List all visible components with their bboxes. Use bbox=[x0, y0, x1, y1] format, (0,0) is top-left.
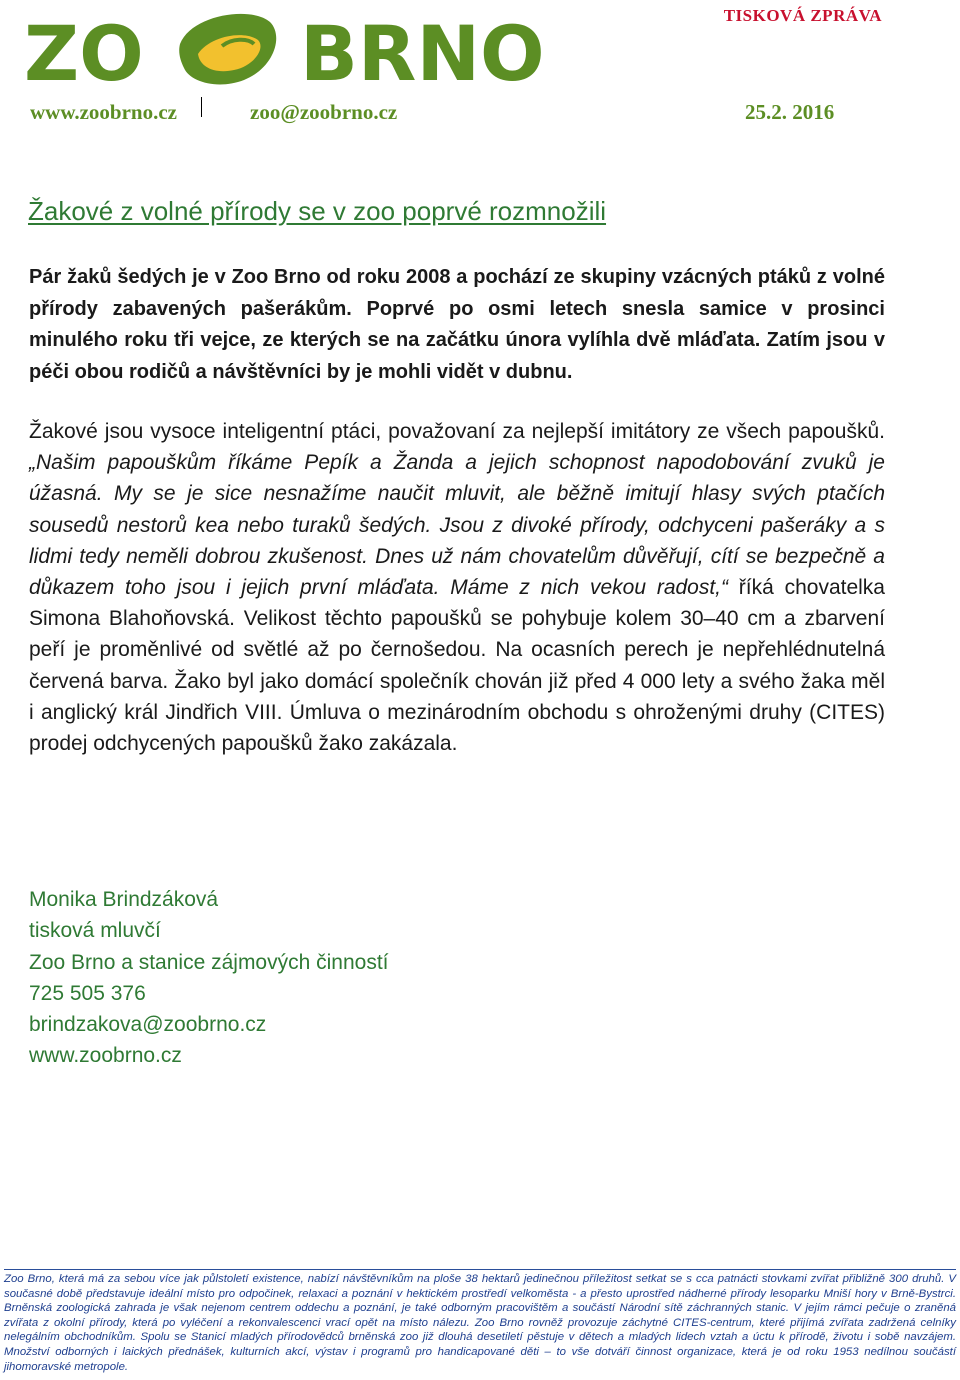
article-headline: Žakové z volné přírody se v zoo poprvé rozmnožili bbox=[28, 196, 607, 226]
contact-organization: Zoo Brno a stanice zájmových činností bbox=[29, 950, 389, 974]
header-separator bbox=[201, 97, 202, 117]
footer-divider bbox=[4, 1269, 956, 1270]
body-paragraph bbox=[29, 416, 885, 759]
logo-text-zo: ZO bbox=[24, 9, 144, 88]
contact-role: tisková mluvčí bbox=[29, 919, 161, 943]
website-link[interactable]: www.zoobrno.cz bbox=[30, 100, 177, 124]
contact-email[interactable]: brindzakova@zoobrno.cz bbox=[29, 1013, 267, 1037]
body-quote: „Našim papouškům říkáme Pepík a Žanda a jejich schopnost napodobování zvuků je úžasná. My se je sice nesnažíme naučit mluvit, ale běžně imitují hlasy svých ptačích sousedů nestorů kea nebo turaků šedých. Jsou z divoké přírody, odchyceni pašeráky a s lidmi tedy neměli dobrou zkušenost. Dnes už nám chovatelům důvěřují, cítí se bezpečně a důkazem toho jsou i jejich první mláďata. Máme z nich vekou radost,“ bbox=[29, 451, 885, 600]
footer-about-text: Zoo Brno, která má za sebou více jak půlstoletí existence, nabízí návštěvníkům na ploše 38 hektarů jedinečnou příležitost setkat se s cca patnácti stovkami zvířat přibližně 300 druhů. V současné době představuje ideální místo pro odpočinek, relaxaci a poznání v hektickém prostředí velkoměsta - a přesto uprostřed nádherné přírody lesoparku Mniší hory v Brně-Bystrci. Brněnská zoologická zahrada je však nejenom centrem oddechu a poznání, je také odborným pracovištěm a součástí Národní sítě záchranných stanic. V jejím rámci pečuje o zraněná zvířata z okolní přírody, která po vyléčení a rekonvalescenci vrací opět na místo nálezu. Zoo Brno rovněž provozuje záchytné CITES-centrum, které přijímá zvířata zadržená celníky nelegálním obchodníkům. Spolu se Stanicí mladých přírodovědců brněnská zoo již dlouhá desetiletí pěstuje v dětech a mladých lidech vztah a úctu k přírodě, životu i sobě navzájem. Množství odborných i laických přednášek, kulturních akcí, výstav i programů pro handicapované děti – to vše dotváří činnost organizace, která je od roku 1953 nedílnou součástí jihomoravské metropole. bbox=[4, 1273, 956, 1373]
lead-paragraph: Pár žaků šedých je v Zoo Brno od roku 2008 a pochází ze skupiny vzácných ptáků z volné přírody zabavených pašerákům. Poprvé po osmi letech snesla samice v prosinci minulého roku tři vejce, ze kterých se na začátku února vylíhla dvě mláďata. Zatím jsou v péči obou rodičů a návštěvníci by je mohli vidět v dubnu. bbox=[29, 266, 885, 383]
email-link[interactable]: zoo@zoobrno.cz bbox=[250, 100, 398, 124]
contact-phone: 725 505 376 bbox=[29, 981, 146, 1005]
body-rest: říká chovatelka Simona Blahoňovská. Velikost těchto papoušků se pohybuje kolem 30–40 cm a zbarvení peří je proměnlivé od světlé až po černošedou. Na ocasních perech je nepřehlédnutelná červená barva. Žako byl jako domácí společník chován již před 4 000 lety a svého žaka měl i anglický král Jindřich VIII. Úmluva o mezinárodním obchodu s ohroženými druhy (CITES) prodej odchycených papoušků žako zakázala. bbox=[29, 576, 885, 756]
logo-text-brno: BRNO bbox=[300, 9, 545, 88]
contact-website[interactable]: www.zoobrno.cz bbox=[29, 1044, 182, 1068]
contact-name: Monika Brindzáková bbox=[29, 888, 219, 911]
leaf-icon bbox=[179, 14, 276, 85]
press-release-label: TISKOVÁ ZPRÁVA bbox=[723, 6, 882, 25]
signature-block bbox=[29, 884, 389, 1072]
release-date: 25.2. 2016 bbox=[745, 100, 835, 124]
zoo-brno-logo bbox=[22, 8, 562, 88]
body-intro: Žakové jsou vysoce inteligentní ptáci, považovaní za nejlepší imitátory ze všech papoušků. bbox=[29, 420, 885, 443]
